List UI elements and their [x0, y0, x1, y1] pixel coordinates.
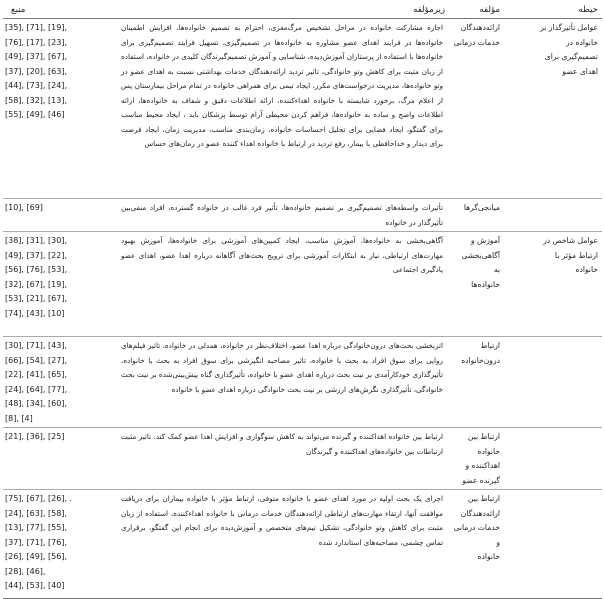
header-component: مؤلفه [449, 2, 504, 19]
source-cell: [75], [67], [26], . [24], [63], [58], [13], [77], [55], [37], [71], [76], [26], [49], [56], [28], [46], [44], [53], [40] [3, 490, 115, 599]
table-row [3, 232, 602, 337]
reference-table [3, 2, 602, 599]
header-source: منبع [3, 2, 115, 19]
component-cell: میانجی‌گرها [449, 199, 504, 232]
header-area: حیطه [504, 2, 602, 19]
table-row [3, 337, 602, 428]
area-cell: عوامل شاخص در ارتباط مؤثر با خانواده [504, 232, 602, 337]
subcomponent-cell: اجازه مشارکت خانواده در مراحل تشخیص مرگ‌مغزی، احترام به تصمیم خانواده‌ها، افزایش اطمینان خانواده‌ها در فرایند اهدای عضو مشاوره به خانواده‌ها در تصمیم‌گیری، تسهیل فرایند تصمیم‌گیری برای خانواده‌ها با استفاده از پرستاران آموزش‌دیده، شناسایی و آموزش تصمیم‌گیرندگان کلیدی در خانواده، استفاده از زبان مثبت برای کاهش وتو خانوادگی، تاثیر تردید ارائه‌دهندگان خدمات بهداشتی نسبت به اهدای عضو در وتو خانواده‌ها، مدیریت درخواست‌های مکرر، ایجاد تیمی برای همراهی خانواده در تمام مراحل بیمارستان پس از اعلام مرگ، برخورد شایسته با خانواده اهداءکننده، ارائه اطلاعات دقیق و شفاف به خانواده‌ها، ارائه اطلاعات واضح و ساده به خانواده‌ها، فراهم کردن محیطی آرام توسط پزشکان باید ، ایجاد محیط مناسب برای گفتگو، ایجاد فضایی برای تحلیل احساسات خانواده، زمان‌بندی مناسب، مدیریت زمان، ایجاد فرصت برای دیدار و خداحافظی با بیمار، رفع تردید در ارتباط با خانواده اهداء کننده عضو در زمان‌های حساس [115, 19, 449, 199]
component-cell: آموزش و آگاهی‌بخشی به خانواده‌ها [449, 232, 504, 337]
subcomponent-cell: تأثیرات واسطه‌های تصمیم‌گیری بر تصمیم خانواده‌ها، تأثیر فرد غالب در خانواده گسترده، افراد منفی‌بین تأثیرگذار در خانواده [115, 199, 449, 232]
table-row [3, 19, 602, 199]
subcomponent-cell: آگاهی‌بخشی به خانواده‌ها، آموزش مناسب، ایجاد کمپین‌های آموزشی برای خانواده‌ها، آموزش بهبود مهارت‌های ارتباطی، نیاز به ابتکارات آموزشی برای ترویج بحث‌های آگاهانه درباره اهدا عضو، اهدای عضو یادگیری اجتماعی [115, 232, 449, 337]
area-cell [504, 490, 602, 599]
header-row [3, 2, 602, 19]
subcomponent-cell: اجرای یک بحث اولیه در مورد اهدای عضو با خانواده متوفی، ارتباط مؤثر با خانواده بیماران برای دریافت موافقت آنها، ارتقاء مهارت‌های ارتباطی ارائه‌دهندگان خدمات درمانی با خانواده اهداءکننده، استفاده از زبان مثبت برای کاهش وتو خانوادگی، تشکیل تیم‌های متخصص و آموزش‌دیده برای انجام این گفتگو، برقراری تماس چشمی، مصاحبه‌های استاندارد شده [115, 490, 449, 599]
source-cell: [38], [31], [30], [49], [37], [22], [56], [76], [53], [32], [67], [19], [53], [21], [67], [74], [43], [10] [3, 232, 115, 337]
component-cell: ارتباط بین خانواده اهداکننده و گیرنده عضو [449, 428, 504, 490]
subcomponent-cell: اثربخشی بحث‌های درون‌خانوادگی درباره اهدا عضو، اختلاف‌نظر در خانواده، همدلی در خانواده، تاثیر فیلم‌های روایی برای سوق افراد به بحث با خانواده، تاثیر مصاحبه انگیزشی برای سوق افراد به بحث با خانواده، تأثیرگذاری خودکارآمدی بر نیت بحث درباره اهدای عضو با خانواده، تأثیرگذاری گناه پیش‌بینی‌شده بر نیت بحث خانوادگی، تأثیرگذاری نگرش‌های ارزشی بر نیت بحث خانوادگی درباره اهدای عضو با خانواده [115, 337, 449, 428]
table-row [3, 199, 602, 232]
source-cell: [21], [36], [25] [3, 428, 115, 490]
area-cell: عوامل تأثیرگذار بر خانواده در تصمیم‌گیری برای اهدای عضو [504, 19, 602, 199]
component-cell: ارتباط درون‌خانواده [449, 337, 504, 428]
component-cell: ارتباط بین ارائه‌دهندگان خدمات درمانی و خانواده [449, 490, 504, 599]
table-row [3, 490, 602, 599]
area-cell [504, 337, 602, 428]
table-row [3, 428, 602, 490]
source-cell: [10], [69] [3, 199, 115, 232]
subcomponent-cell: ارتباط بین خانواده اهداکننده و گیرنده می‌تواند به کاهش سوگواری و افزایش اهدا عضو کمک کند. تاثیر مثبت ارتباطات بین خانواده‌های اهداکننده و گیرندگان [115, 428, 449, 490]
header-subcomponent: زیرمؤلفه [115, 2, 449, 19]
area-cell [504, 428, 602, 490]
area-cell [504, 199, 602, 232]
source-cell: [35], [71], [19], [76], [17], [23], [49], [37], [67], [37], [20], [63], [44], [73], [24], [58], [32], [13], [55], [49], [46] [3, 19, 115, 199]
component-cell: ارائه‌دهندگان خدمات درمانی [449, 19, 504, 199]
source-cell: [30], [71], [43], [66], [54], [27], [22], [41], [65], [24], [64], [77], [48], [34], [60], [8], [4] [3, 337, 115, 428]
